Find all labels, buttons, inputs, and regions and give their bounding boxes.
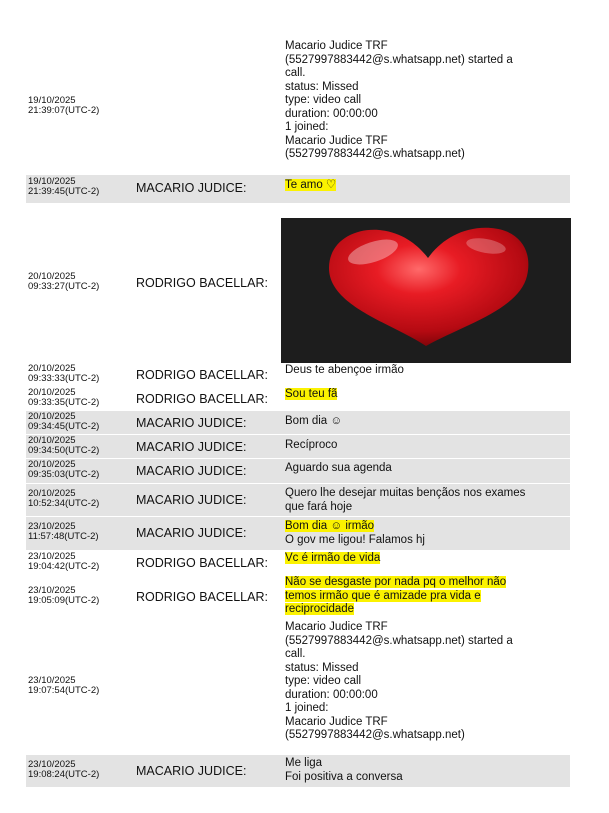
message-line: reciprocidade [285, 603, 355, 615]
sender-name: RODRIGO BACELLAR: [136, 368, 268, 382]
message-line: Aguardo sua agenda [285, 462, 392, 474]
message-line: (5527997883442@s.whatsapp.net) started a [285, 53, 513, 66]
sender-name: RODRIGO BACELLAR: [136, 590, 268, 604]
date: 23/10/2025 [28, 675, 76, 686]
message-text [285, 552, 570, 566]
message-line: (5527997883442@s.whatsapp.net) [285, 148, 465, 160]
timestamp [28, 489, 136, 509]
message-row [26, 517, 570, 550]
message-text [285, 487, 570, 514]
timestamp [28, 676, 136, 696]
timestamp [28, 364, 136, 384]
time: 21:39:07(UTC-2) [28, 105, 100, 116]
date: 20/10/2025 [28, 411, 76, 422]
message-line: Te amo ♡ [285, 179, 337, 191]
message-line: Quero lhe desejar muitas bençãos nos exames [285, 487, 526, 499]
time: 19:04:42(UTC-2) [28, 561, 100, 572]
time: 11:57:48(UTC-2) [28, 531, 99, 542]
timestamp [28, 760, 136, 780]
message-line: type: video call [285, 94, 362, 106]
message-line: 1 joined: [285, 121, 329, 133]
message-text [285, 462, 570, 476]
message-line: Macario Judice TRF [285, 715, 388, 728]
message-line: status: Missed [285, 80, 359, 93]
time: 09:33:33(UTC-2) [28, 373, 100, 384]
sender-name: RODRIGO BACELLAR: [136, 556, 268, 570]
message-line: (5527997883442@s.whatsapp.net) [285, 729, 465, 741]
message-text [285, 520, 570, 547]
timestamp [28, 436, 136, 456]
time: 19:07:54(UTC-2) [28, 685, 100, 696]
message-line: Bom dia ☺ irmão [285, 520, 375, 532]
date: 19/10/2025 [28, 95, 76, 106]
message-line: Foi positiva a conversa [285, 770, 403, 783]
date: 20/10/2025 [28, 363, 76, 374]
heart-image [281, 218, 571, 363]
call-notice [285, 40, 570, 162]
message-line: Me liga [285, 757, 323, 769]
message-row [26, 175, 570, 203]
message-line: Recíproco [285, 439, 338, 451]
date: 20/10/2025 [28, 387, 76, 398]
message-line: que fará hoje [285, 500, 353, 513]
message-row [26, 484, 570, 516]
date: 23/10/2025 [28, 551, 76, 562]
date: 20/10/2025 [28, 435, 76, 446]
message-line: type: video call [285, 675, 362, 687]
time: 09:33:35(UTC-2) [28, 397, 100, 408]
sender-name: RODRIGO BACELLAR: [136, 276, 268, 290]
message-text [285, 415, 570, 429]
message-line: Macario Judice TRF [285, 134, 388, 147]
message-line: Vc é irmão de vida [285, 552, 381, 564]
date: 23/10/2025 [28, 521, 76, 532]
message-line: Sou teu fã [285, 388, 338, 400]
time: 09:35:03(UTC-2) [28, 469, 100, 480]
message-line: Macario Judice TRF [285, 621, 388, 633]
message-text [285, 179, 570, 193]
sender-name: MACARIO JUDICE: [136, 416, 247, 430]
date: 23/10/2025 [28, 759, 76, 770]
message-line: call. [285, 67, 306, 79]
message-row [26, 435, 570, 458]
message-text [285, 439, 570, 453]
message-line: O gov me ligou! Falamos hj [285, 533, 425, 546]
timestamp [28, 522, 136, 542]
timestamp [28, 552, 136, 572]
message-row [26, 387, 570, 410]
message-row [26, 411, 570, 434]
time: 19:05:09(UTC-2) [28, 595, 100, 606]
sender-name: RODRIGO BACELLAR: [136, 392, 268, 406]
message-line: call. [285, 648, 306, 660]
timestamp [28, 412, 136, 432]
date: 20/10/2025 [28, 488, 76, 499]
sender-name: MACARIO JUDICE: [136, 526, 247, 540]
message-line: status: Missed [285, 661, 359, 674]
message-line: 1 joined: [285, 702, 329, 714]
message-row [26, 363, 570, 386]
timestamp [28, 460, 136, 480]
sender-name: MACARIO JUDICE: [136, 493, 247, 507]
sender-name: MACARIO JUDICE: [136, 181, 247, 195]
message-line: Não se desgaste por nada pq o melhor não [285, 576, 507, 588]
timestamp [28, 272, 136, 292]
date: 19/10/2025 [28, 176, 76, 187]
time: 19:08:24(UTC-2) [28, 769, 100, 780]
message-line: duration: 00:00:00 [285, 107, 378, 120]
sender-name: MACARIO JUDICE: [136, 764, 247, 778]
message-line: Deus te abençoe irmão [285, 364, 404, 376]
heart-icon [281, 218, 571, 363]
message-row [26, 459, 570, 483]
message-text [285, 757, 570, 784]
timestamp [28, 177, 136, 197]
sender-name: MACARIO JUDICE: [136, 440, 247, 454]
message-row [26, 38, 570, 174]
date: 20/10/2025 [28, 271, 76, 282]
time: 09:33:27(UTC-2) [28, 281, 100, 292]
message-line: (5527997883442@s.whatsapp.net) started a [285, 634, 513, 647]
timestamp [28, 586, 136, 606]
message-row [26, 551, 570, 575]
time: 09:34:50(UTC-2) [28, 445, 100, 456]
message-text [285, 388, 570, 402]
timestamp [28, 96, 136, 116]
message-text [285, 576, 570, 617]
message-line: Bom dia ☺ [285, 415, 343, 427]
message-row [26, 620, 570, 754]
message-row [26, 576, 570, 619]
time: 21:39:45(UTC-2) [28, 186, 100, 197]
time: 09:34:45(UTC-2) [28, 421, 100, 432]
message-text [285, 364, 570, 378]
message-line: temos irmão que é amizade pra vida e [285, 589, 481, 602]
date: 23/10/2025 [28, 585, 76, 596]
message-line: duration: 00:00:00 [285, 688, 378, 701]
call-notice [285, 621, 570, 743]
date: 20/10/2025 [28, 459, 76, 470]
message-row [26, 755, 570, 787]
sender-name: MACARIO JUDICE: [136, 464, 247, 478]
time: 10:52:34(UTC-2) [28, 498, 100, 509]
message-line: Macario Judice TRF [285, 40, 388, 52]
timestamp [28, 388, 136, 408]
